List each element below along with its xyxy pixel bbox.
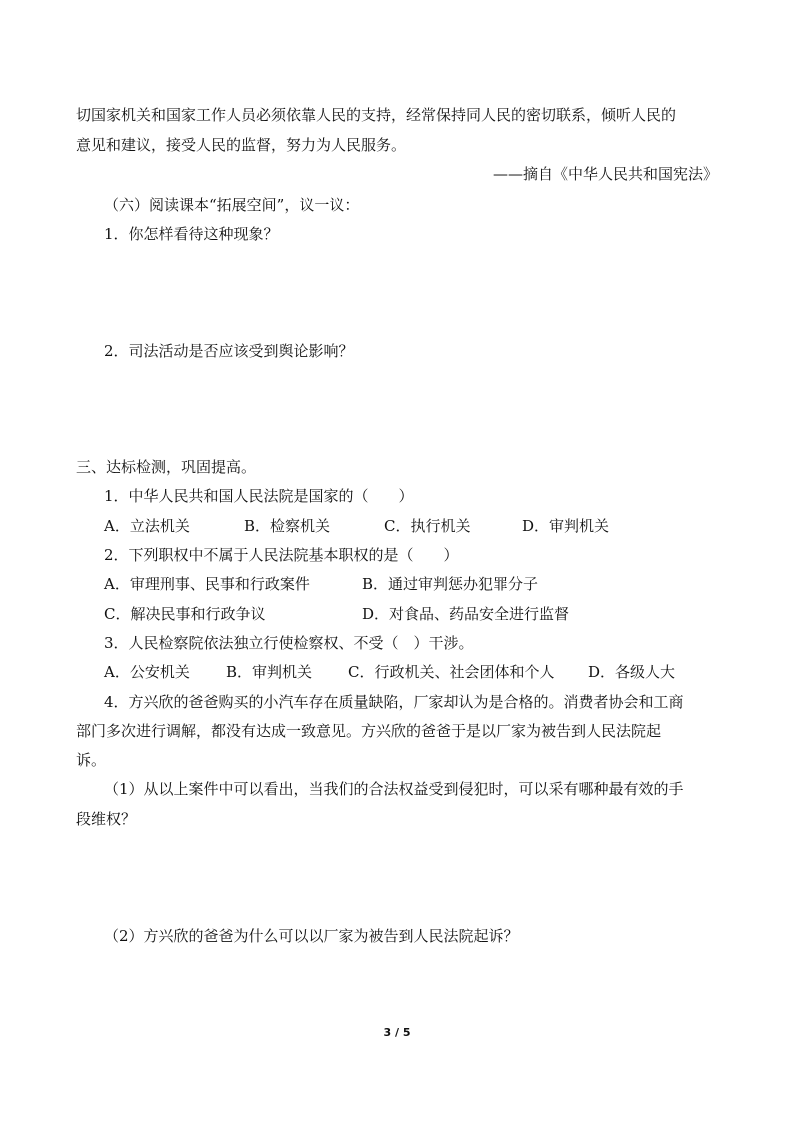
option-c: C．行政机关、社会团体和个人 [348,663,555,681]
option-c: C．解决民事和行政争议 [104,605,266,623]
section-six-question-2: 2．司法活动是否应该受到舆论影响？ [104,342,354,360]
option-b: B．通过审判惩办犯罪分子 [362,575,539,593]
option-d: D．各级人大 [588,663,676,681]
option-a: A．立法机关 [104,517,190,535]
question-4-line-1: 4．方兴欣的爸爸购买的小汽车存在质量缺陷，厂家却认为是合格的。消费者协会和工商 [104,693,684,711]
question-2-options-row-1 [104,574,538,594]
section-three-heading: 三、达标检测，巩固提高。 [76,458,257,476]
option-b: B．审判机关 [226,663,313,681]
question-1-options [104,516,609,536]
question-4-line-2: 部门多次进行调解，都没有达成一致意见。方兴欣的爸爸于是以厂家为被告到人民法院起 [76,722,662,740]
section-six-question-1: 1．你怎样看待这种现象？ [104,225,279,243]
question-2-stem: 2．下列职权中不属于人民法院基本职权的是（ ） [104,546,459,564]
question-4-line-3: 诉。 [76,751,107,769]
section-six-heading: （六）阅读课本“拓展空间”，议一议： [104,196,360,214]
question-2-options-row-2 [104,604,569,624]
option-b: B．检察机关 [244,517,331,535]
quote-line-2: 意见和建议，接受人民的监督，努力为人民服务。 [76,136,407,154]
option-a: A．公安机关 [104,663,190,681]
quote-line-1: 切国家机关和国家工作人员必须依靠人民的支持，经常保持同人民的密切联系，倾听人民的 [76,106,677,124]
question-4-sub-1-line-2: 段维权？ [76,810,137,828]
option-c: C．执行机关 [384,517,471,535]
quote-source: ——摘自《中华人民共和国宪法》 [492,165,718,183]
question-3-options [104,662,675,682]
question-3-stem: 3．人民检察院依法独立行使检察权、不受（ ）干涉。 [104,634,474,652]
option-d: D．审判机关 [522,517,610,535]
question-4-sub-1-line-1: （1）从以上案件中可以看出，当我们的合法权益受到侵犯时，可以采有哪种最有效的手 [104,780,684,798]
option-d: D．对食品、药品安全进行监督 [362,605,570,623]
option-a: A．审理刑事、民事和行政案件 [104,575,310,593]
page-number: 3 / 5 [383,1026,411,1039]
question-4-sub-2: （2）方兴欣的爸爸为什么可以以厂家为被告到人民法院起诉？ [104,927,519,945]
question-1-stem: 1．中华人民共和国人民法院是国家的（ ） [104,487,414,505]
